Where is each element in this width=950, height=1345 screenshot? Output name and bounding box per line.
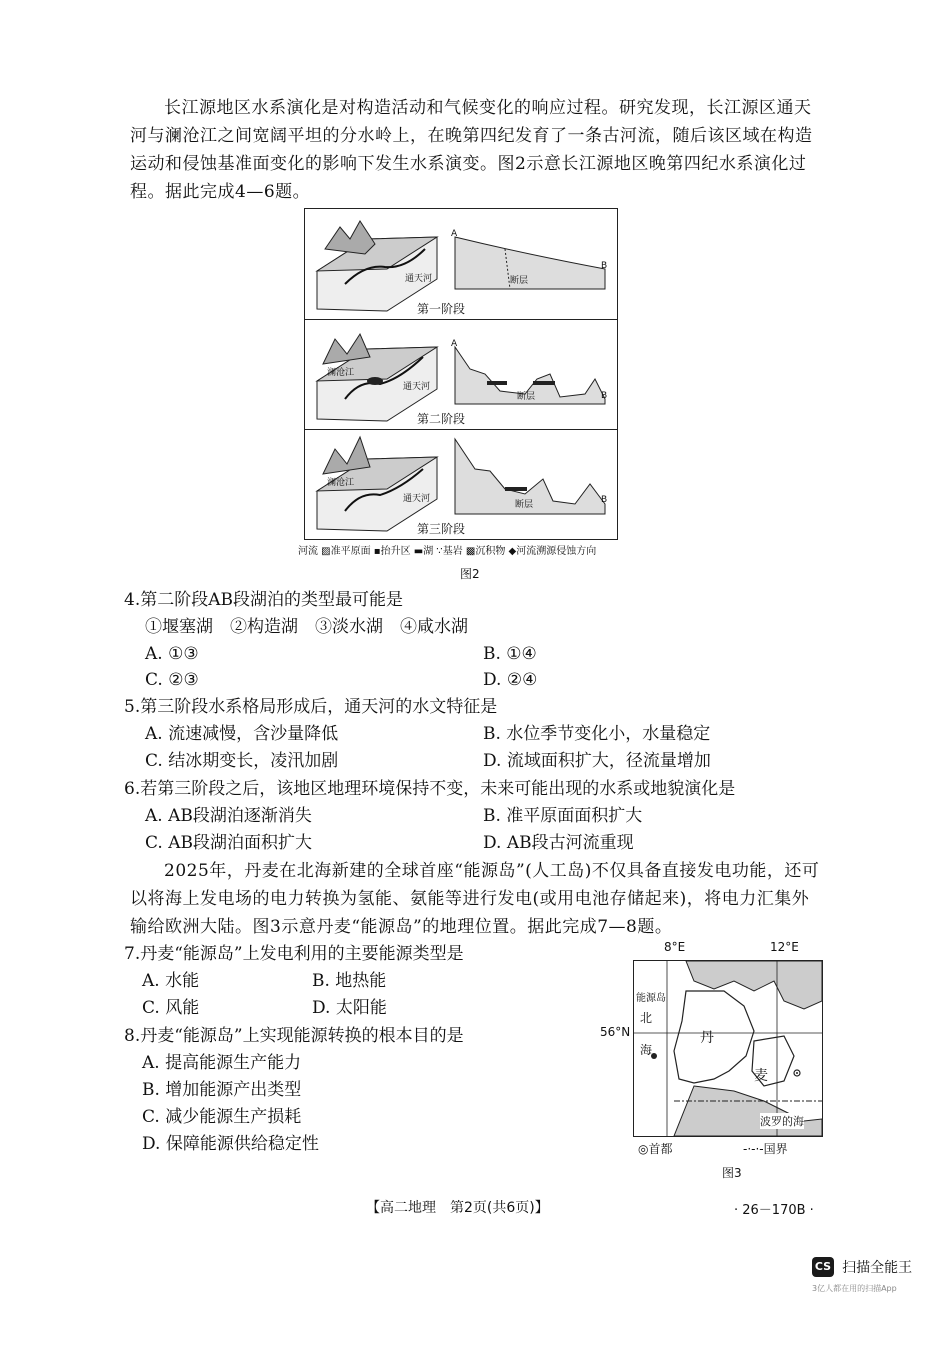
question-4-option-b[interactable]: B. ①④ bbox=[483, 644, 537, 664]
question-5-stem: 5.第三阶段水系格局形成后，通天河的水文特征是 bbox=[124, 697, 498, 717]
question-7-stem: 7.丹麦“能源岛”上发电利用的主要能源类型是 bbox=[124, 944, 464, 964]
tongtian-label: 通天河 bbox=[405, 274, 433, 284]
stage-2-panel bbox=[305, 319, 617, 430]
question-7-option-d[interactable]: D. 太阳能 bbox=[312, 998, 387, 1018]
fault-label: 断层 bbox=[510, 276, 529, 286]
question-7-option-c[interactable]: C. 风能 bbox=[142, 998, 200, 1018]
figure-2-caption: 图2 bbox=[460, 567, 480, 581]
question-8-option-d[interactable]: D. 保障能源供给稳定性 bbox=[142, 1134, 319, 1154]
figure-3-caption: 图3 bbox=[722, 1166, 742, 1180]
page-footer: 【高二地理 第2页(共6页)】 bbox=[366, 1200, 549, 1216]
point-b-label: B bbox=[601, 391, 608, 401]
question-8-option-b[interactable]: B. 增加能源产出类型 bbox=[142, 1080, 302, 1100]
legend-border: -·-·-国界 bbox=[743, 1142, 788, 1156]
fault-label: 断层 bbox=[517, 392, 536, 402]
question-7-option-b[interactable]: B. 地热能 bbox=[312, 971, 387, 991]
legend-capital: ◎首都 bbox=[638, 1142, 673, 1156]
question-4-option-c[interactable]: C. ②③ bbox=[145, 670, 199, 690]
tongtian-label: 通天河 bbox=[403, 494, 431, 504]
point-b-label: B bbox=[601, 261, 608, 271]
north-sea-label-1: 北 bbox=[640, 1011, 653, 1025]
question-5-option-a[interactable]: A. 流速减慢，含沙量降低 bbox=[145, 724, 339, 744]
stage-2-label: 第二阶段 bbox=[417, 412, 466, 426]
stage-1-label: 第一阶段 bbox=[417, 302, 466, 316]
figure-2 bbox=[304, 208, 618, 540]
longitude-8e-label: 8°E bbox=[664, 940, 686, 954]
lancang-label: 澜沧江 bbox=[327, 368, 355, 378]
intro-paragraph-1: 长江源地区水系演化是对构造活动和气候变化的响应过程。研究发现，长江源区通天河与澜沧江之间宽阔平坦的分水岭上，在晚第四纪发育了一条古河流，随后该区域在构造运动和侵蚀基准面变化的影响下发生水系演变。图2示意长江源地区晚第四纪水系演化过程。据此完成4—6题。 bbox=[130, 98, 813, 202]
longitude-12e-label: 12°E bbox=[770, 940, 799, 954]
scanner-tagline: 3亿人都在用的扫描App bbox=[812, 1283, 897, 1293]
denmark-map bbox=[634, 961, 822, 1136]
country-label-mai: 麦 bbox=[754, 1068, 768, 1084]
scanner-watermark bbox=[812, 1256, 912, 1294]
energy-island-label: 能源岛 bbox=[636, 993, 666, 1004]
question-5-option-d[interactable]: D. 流域面积扩大，径流量增加 bbox=[483, 751, 711, 771]
exam-code: · 26－170B · bbox=[734, 1203, 814, 1218]
figure-2-legend: 河流 ▨准平原面 ▪抬升区 ▬湖 ∵基岩 ▩沉积物 ◆河流溯源侵蚀方向 bbox=[298, 546, 597, 557]
scanner-name: 扫描全能王 bbox=[842, 1259, 913, 1276]
question-7-option-a[interactable]: A. 水能 bbox=[142, 971, 200, 991]
question-6-option-b[interactable]: B. 准平原面面积扩大 bbox=[483, 806, 643, 826]
fault-label: 断层 bbox=[515, 500, 534, 510]
question-6-stem: 6.若第三阶段之后，该地区地理环境保持不变，未来可能出现的水系或地貌演化是 bbox=[124, 779, 736, 799]
question-8-option-c[interactable]: C. 减少能源生产损耗 bbox=[142, 1107, 302, 1127]
question-4-option-d[interactable]: D. ②④ bbox=[483, 670, 538, 690]
question-6-option-c[interactable]: C. AB段湖泊面积扩大 bbox=[145, 833, 312, 853]
question-6-option-a[interactable]: A. AB段湖泊逐渐消失 bbox=[145, 806, 312, 826]
lancang-label: 澜沧江 bbox=[327, 478, 355, 488]
figure-3-map bbox=[633, 960, 823, 1137]
point-b-label: B bbox=[601, 495, 608, 505]
question-8-option-a[interactable]: A. 提高能源生产能力 bbox=[142, 1053, 302, 1073]
scanner-logo-icon: CS bbox=[812, 1257, 834, 1277]
point-a-label: A bbox=[451, 229, 458, 239]
stage-3-panel bbox=[305, 429, 617, 539]
question-4-stem: 4.第二阶段AB段湖泊的类型最可能是 bbox=[124, 590, 403, 610]
country-label-dan: 丹 bbox=[700, 1030, 714, 1046]
question-4-option-a[interactable]: A. ①③ bbox=[145, 644, 199, 664]
tongtian-label: 通天河 bbox=[403, 382, 431, 392]
point-a-label: A bbox=[451, 339, 458, 349]
question-6-option-d[interactable]: D. AB段古河流重现 bbox=[483, 833, 634, 853]
question-4-items: ①堰塞湖 ②构造湖 ③淡水湖 ④咸水湖 bbox=[145, 617, 468, 637]
intro-paragraph-2: 2025年，丹麦在北海新建的全球首座“能源岛”(人工岛)不仅具备直接发电功能，还可以将海上发电场的电力转换为氢能、氨能等进行发电(或用电池存储起来)，将电力汇集外输给欧洲大陆。图3示意丹麦“能源岛”的地理位置。据此完成7—8题。 bbox=[130, 861, 820, 937]
latitude-56n-label: 56°N bbox=[600, 1025, 631, 1039]
question-5-option-b[interactable]: B. 水位季节变化小，水量稳定 bbox=[483, 724, 711, 744]
baltic-sea-label: 波罗的海 bbox=[760, 1115, 804, 1128]
question-8-stem: 8.丹麦“能源岛”上实现能源转换的根本目的是 bbox=[124, 1026, 464, 1046]
north-sea-label-2: 海 bbox=[640, 1043, 653, 1057]
question-5-option-c[interactable]: C. 结冰期变长，凌汛加剧 bbox=[145, 751, 339, 771]
stage-3-label: 第三阶段 bbox=[417, 522, 466, 536]
stage-1-panel bbox=[305, 209, 617, 320]
